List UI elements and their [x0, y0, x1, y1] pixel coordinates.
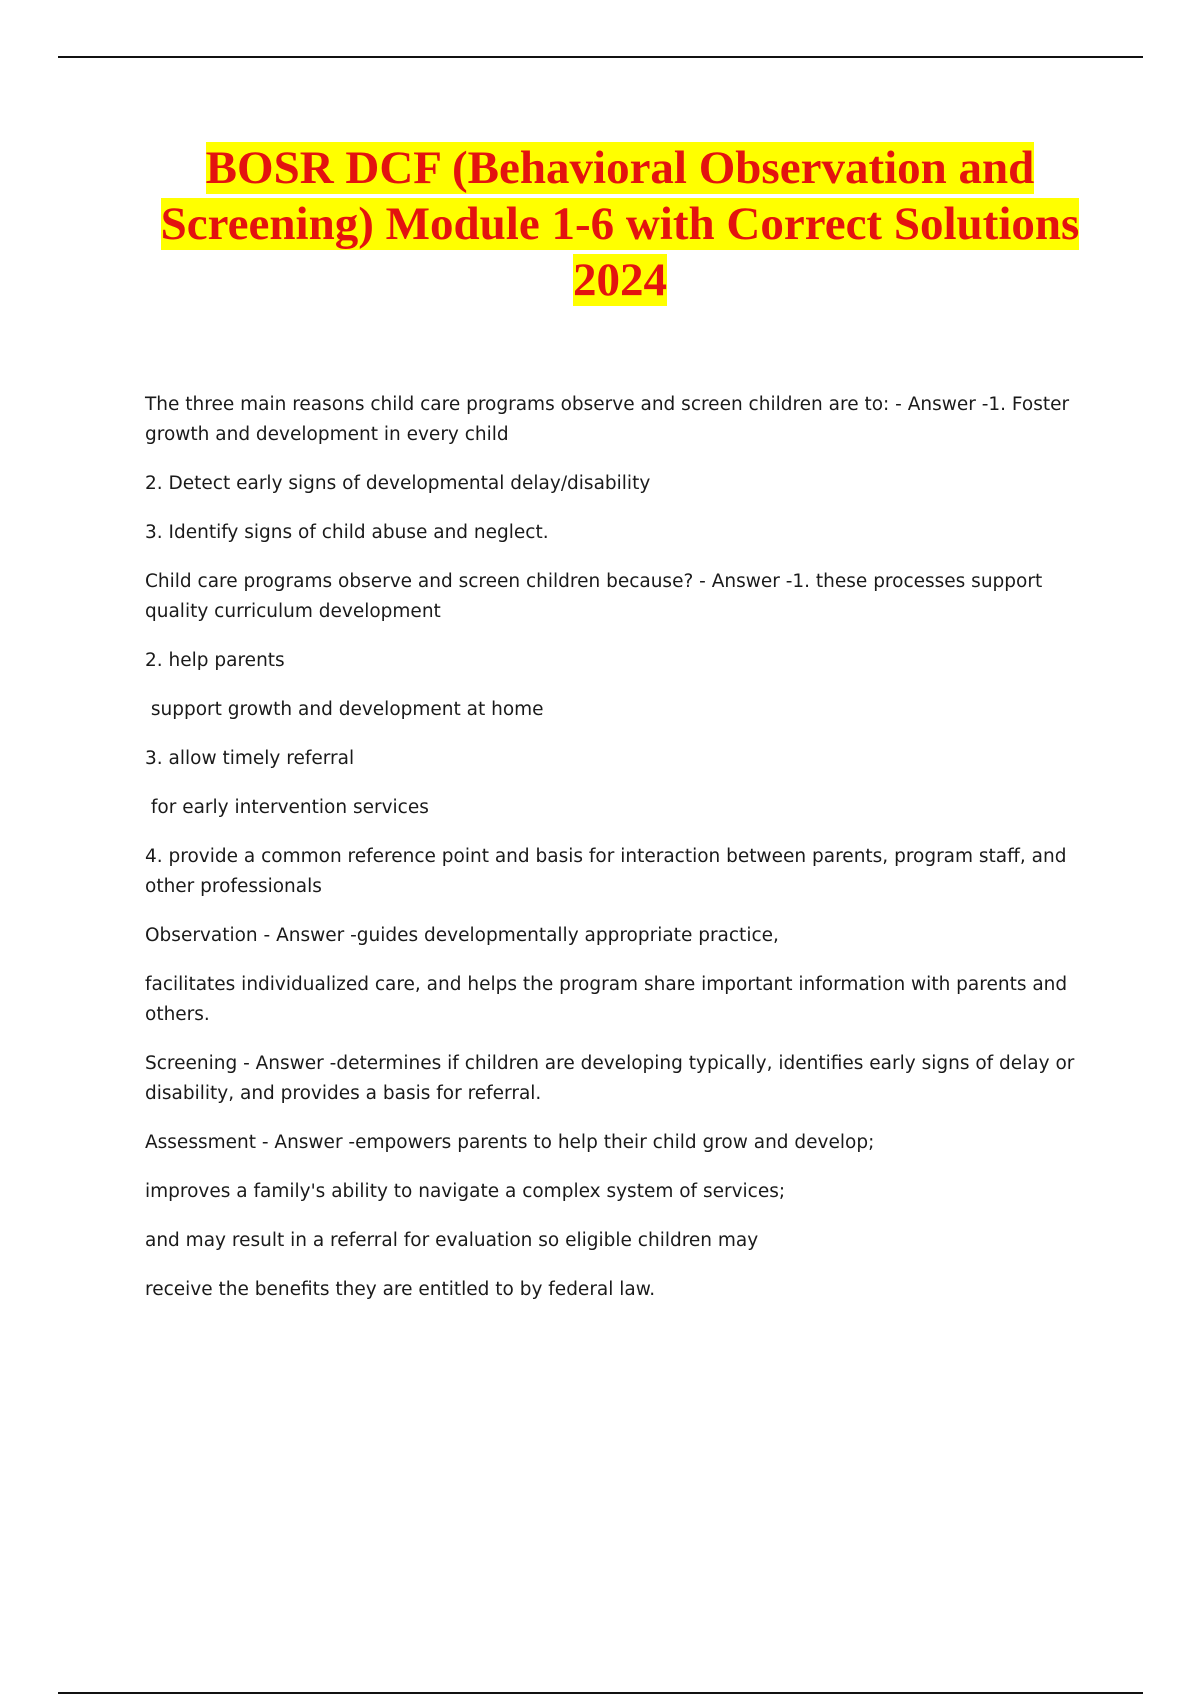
paragraph: facilitates individualized care, and helps the program share important information with parents and others. [145, 974, 1068, 1025]
top-rule [58, 56, 1143, 58]
paragraph: 3. Identify signs of child abuse and neglect. [145, 522, 549, 543]
bottom-rule [58, 1692, 1143, 1694]
paragraph: 4. provide a common reference point and basis for interaction between parents, program staff, and other professionals [145, 846, 1067, 897]
paragraph: 2. Detect early signs of developmental delay/disability [145, 473, 651, 494]
paragraph: Child care programs observe and screen children because? - Answer -1. these processes support quality curriculum development [145, 571, 1043, 622]
paragraph: 3. allow timely referral [145, 748, 355, 769]
paragraph: Screening - Answer -determines if children are developing typically, identifies early signs of delay or disability, and provides a basis for referral. [145, 1053, 1075, 1104]
paragraph: The three main reasons child care programs observe and screen children are to: - Answer -1. Foster growth and development in every child [145, 394, 1070, 445]
paragraph: support growth and development at home [145, 699, 544, 720]
title-block [140, 140, 1100, 308]
paragraph: Assessment - Answer -empowers parents to help their child grow and develop; [145, 1132, 875, 1153]
paragraph: improves a family's ability to navigate a complex system of services; [145, 1181, 786, 1202]
paragraph: for early intervention services [145, 797, 429, 818]
paragraph: and may result in a referral for evaluation so eligible children may [145, 1230, 759, 1251]
document-body [145, 390, 1100, 1324]
paragraph: receive the benefits they are entitled to by federal law. [145, 1279, 656, 1300]
title-highlight: BOSR DCF (Behavioral Observation and Screening) Module 1-6 with Correct Solutions 2024 [160, 142, 1080, 306]
paragraph: Observation - Answer -guides developmentally appropriate practice, [145, 925, 779, 946]
document-title [140, 140, 1100, 308]
paragraph: 2. help parents [145, 650, 285, 671]
